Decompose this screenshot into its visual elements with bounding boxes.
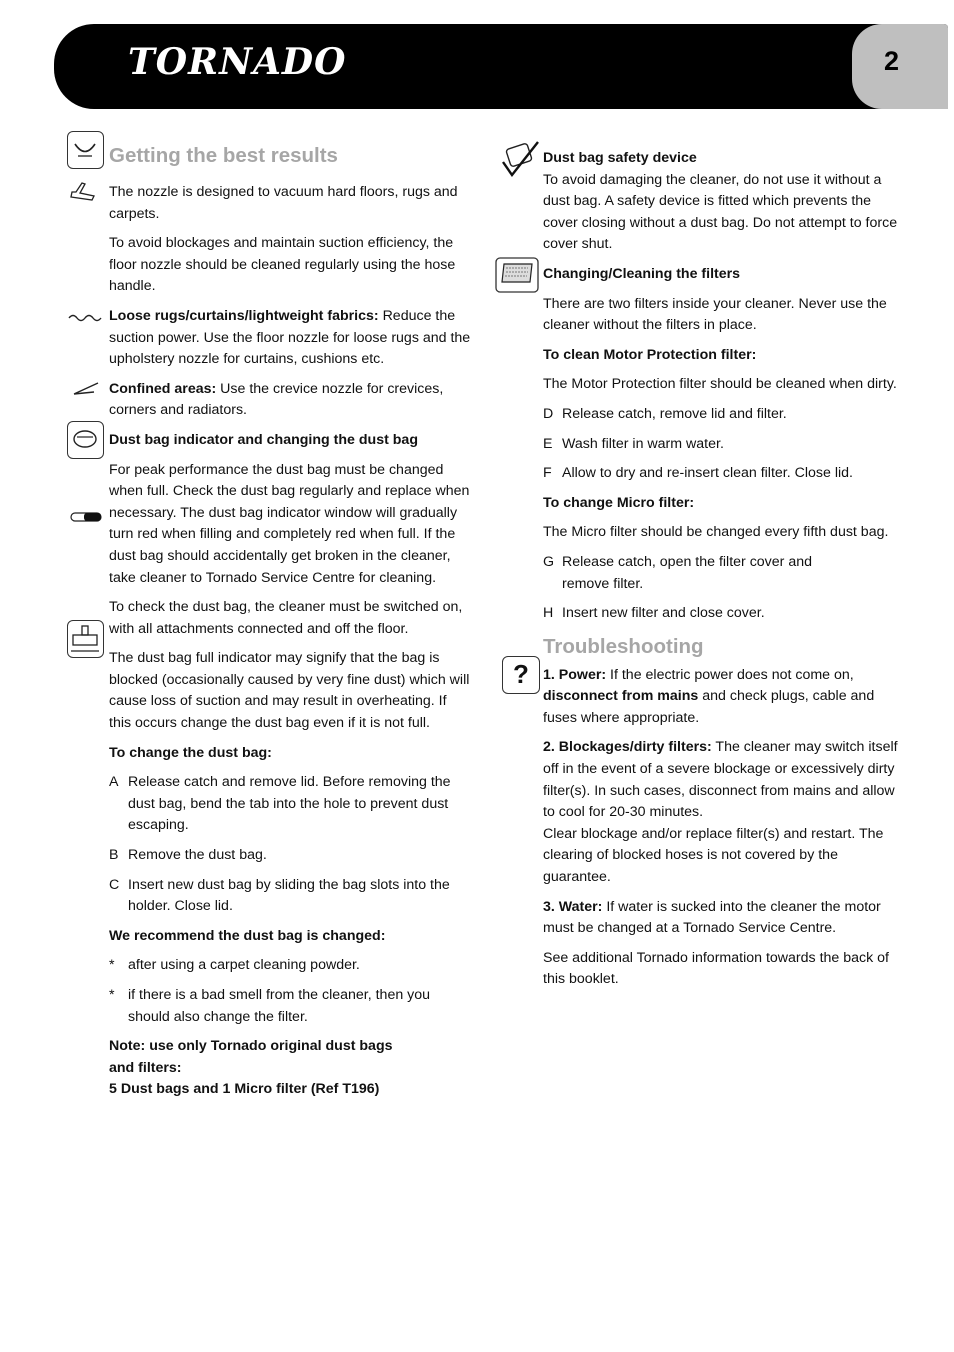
micro-paragraph: The Micro filter should be changed every fifth dust bag. <box>543 524 889 541</box>
blockages-text-1: The cleaner may switch itself off in the event of a severe blockage or excessively dirty filter(s). In such cases, disconnect from mains and allow to cool for 20-30 minutes. <box>543 739 898 821</box>
step-marker: F <box>543 465 552 482</box>
recommend-item <box>109 955 471 977</box>
question-icon <box>502 656 540 694</box>
power-text-2: and check plugs, cable and fuses where appropriate. <box>543 688 875 726</box>
safety-heading: Dust bag safety device <box>543 150 697 166</box>
safety-text: To avoid damaging the cleaner, do not use it without a dust bag. A safety device is fitted which prevents the cover closing without a dust bag. Do not attempt to force cover shut. <box>543 171 898 253</box>
step-text: Remove the dust bag. <box>128 847 267 864</box>
bullet-marker: * <box>109 957 115 974</box>
note-line-1: Note: use only Tornado original dust bags <box>109 1038 393 1055</box>
power-label: 1. Power: <box>543 666 607 683</box>
confined-label: Confined areas: <box>109 380 217 397</box>
page-number: 2 <box>884 46 900 76</box>
water-paragraph <box>543 897 903 940</box>
note-block <box>109 1036 471 1101</box>
peak-performance-paragraph: For peak performance the dust bag must be changed when full. Check the dust bag regularly and replace when necessary. The dust bag indicator window will gradually turn red when filling and completely red when full. If the dust bag should accidentally get broken in the cleaner, take cleaner to Tornado Service Centre for cleaning. <box>109 461 470 586</box>
floor-nozzle-icon <box>68 180 98 212</box>
header-band <box>54 24 948 109</box>
micro-heading <box>543 493 903 515</box>
step-text: Release catch, open the filter cover and remove filter. <box>562 553 813 592</box>
recommend-heading <box>109 926 471 948</box>
step-b <box>109 845 471 867</box>
loose-rugs-paragraph <box>109 306 471 371</box>
blockages-label: 2. Blockages/dirty filters: <box>543 739 712 756</box>
safety-check-icon <box>500 138 542 188</box>
step-text: Insert new filter and close cover. <box>562 605 765 622</box>
nozzle-section-icon <box>67 131 104 169</box>
step-c <box>109 875 471 918</box>
step-marker: G <box>543 553 555 570</box>
loose-rugs-label: Loose rugs/curtains/lightweight fabrics: <box>109 307 379 324</box>
step-marker: A <box>109 774 119 791</box>
recommend-item <box>109 985 471 1028</box>
page-number-tab <box>852 24 948 109</box>
filter-icon <box>494 256 540 302</box>
step-text: Release catch and remove lid. Before removing the dust bag, bend the tab into the hole to prevent dust escaping. <box>128 774 451 834</box>
bullet-marker: * <box>109 987 115 1003</box>
confined-text: Use the crevice nozzle for crevices, corners and radiators. <box>109 380 444 419</box>
confined-paragraph <box>109 379 471 422</box>
water-label: 3. Water: <box>543 898 603 915</box>
dust-bag-heading <box>109 430 471 452</box>
blockages-text-2: Clear blockage and/or replace filter(s) and restart. The clearing of blocked hoses is not covered by the guarantee. <box>543 825 884 886</box>
check-dust-bag-paragraph: To check the dust bag, the cleaner must be switched on, with all attachments connected and off the floor. <box>109 599 463 637</box>
step-marker: H <box>543 605 554 622</box>
dust-bag-heading-text: Dust bag indicator and changing the dust bag <box>109 431 418 448</box>
left-body <box>109 182 471 1109</box>
nozzle-paragraph: The nozzle is designed to vacuum hard floors, rugs and carpets. <box>109 184 458 222</box>
step-marker: C <box>109 876 120 893</box>
step-h <box>543 603 903 625</box>
filters-heading <box>543 264 903 286</box>
power-paragraph <box>543 665 903 730</box>
change-dust-bag-heading <box>109 743 471 765</box>
power-text-1: If the electric power does not come on, <box>610 666 854 683</box>
motor-heading-text: To clean Motor Protection filter: <box>543 346 757 363</box>
micro-heading-text: To change Micro filter: <box>543 494 695 511</box>
wavy-fabric-icon <box>68 310 102 332</box>
brand-logo: TORNADO <box>128 41 347 83</box>
note-line-3: 5 Dust bags and 1 Micro filter (Ref T196) <box>109 1081 380 1098</box>
bullet-text: after using a carpet cleaning powder. <box>128 957 360 974</box>
water-text: If water is sucked into the cleaner the motor must be changed at a Tornado Service Centre. <box>543 898 881 937</box>
cleaner-check-icon <box>67 620 104 658</box>
motor-paragraph: The Motor Protection filter should be cleaned when dirty. <box>543 376 897 393</box>
blockage-paragraph: To avoid blockages and maintain suction efficiency, the floor nozzle should be cleaned regularly using the hose handle. <box>109 235 456 295</box>
question-glyph: ? <box>513 659 529 689</box>
additional-info-paragraph: See additional Tornado information towards the back of this booklet. <box>543 949 889 988</box>
step-d <box>543 404 903 426</box>
crevice-nozzle-icon <box>72 380 100 406</box>
step-marker: D <box>543 405 554 422</box>
step-e <box>543 434 903 456</box>
bullet-text: if there is a bad smell from the cleaner, then you should also change the filter. <box>128 987 431 1025</box>
step-text: Allow to dry and re-insert clean filter. Close lid. <box>562 465 853 482</box>
filters-heading-text: Changing/Cleaning the filters <box>543 265 741 282</box>
step-text: Insert new dust bag by sliding the bag slots into the holder. Close lid. <box>128 876 450 915</box>
right-column <box>543 148 903 999</box>
motor-heading <box>543 345 903 367</box>
full-indicator-paragraph: The dust bag full indicator may signify that the bag is blocked (occasionally caused by very fine dust) which will cause loss of suction and may result in overheating. If this occurs change the dust bag even if it is not full. <box>109 650 470 732</box>
section-title-best-results: Getting the best results <box>109 144 338 167</box>
indicator-window-icon <box>70 509 102 531</box>
step-text: Wash filter in warm water. <box>562 435 724 452</box>
safety-block <box>543 148 903 256</box>
section-title-troubleshooting: Troubleshooting <box>543 634 704 658</box>
filters-paragraph: There are two filters inside your cleaner. Never use the cleaner without the filters in place. <box>543 295 887 334</box>
recommend-heading-text: We recommend the dust bag is changed: <box>109 927 386 944</box>
left-column <box>109 144 471 168</box>
step-marker: E <box>543 435 553 452</box>
power-bold: disconnect from mains <box>543 688 699 705</box>
step-text: Release catch, remove lid and filter. <box>562 405 787 422</box>
loose-rugs-text: Reduce the suction power. Use the floor nozzle for loose rugs and the upholstery nozzle for curtains, cushions etc. <box>109 307 471 368</box>
change-dust-bag-heading-text: To change the dust bag: <box>109 744 272 761</box>
dust-bag-indicator-icon <box>67 421 104 459</box>
step-a <box>109 772 471 837</box>
step-f <box>543 463 903 485</box>
blockages-paragraph <box>543 737 903 888</box>
step-g <box>543 552 852 595</box>
step-marker: B <box>109 847 119 864</box>
note-line-2: and filters: <box>109 1059 182 1076</box>
